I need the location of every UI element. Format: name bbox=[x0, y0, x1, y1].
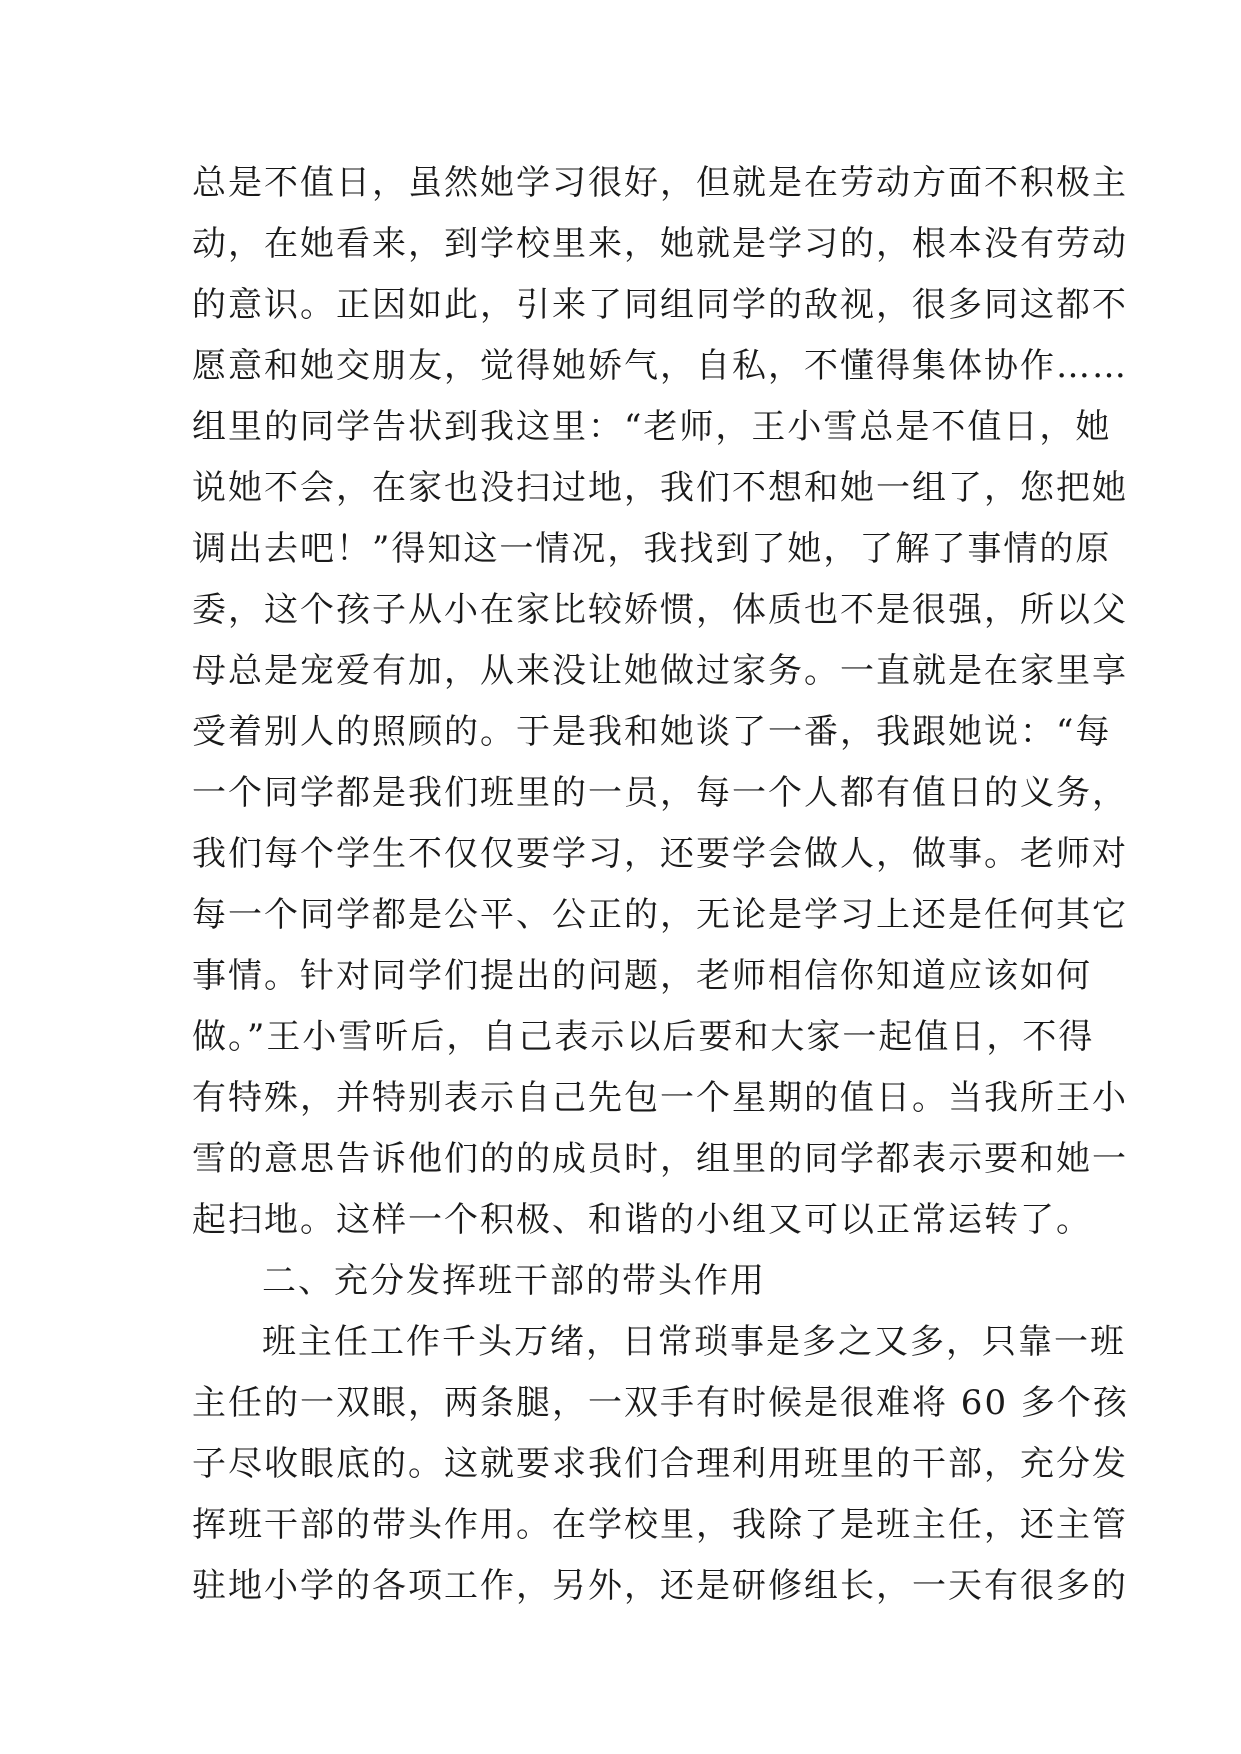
text-line: 我们每个学生不仅仅要学习，还要学会做人，做事。老师对 bbox=[192, 834, 1128, 874]
text-line: 有特殊，并特别表示自己先包一个星期的值日。当我所王小 bbox=[192, 1078, 1128, 1118]
text-line: 一个同学都是我们班里的一员，每一个人都有值日的义务， bbox=[192, 773, 1128, 813]
text-line: 班主任工作千头万绪，日常琐事是多之又多，只靠一班 bbox=[262, 1322, 1126, 1362]
text-line: 说她不会，在家也没扫过地，我们不想和她一组了，您把她 bbox=[192, 468, 1128, 508]
text-line: 每一个同学都是公平、公正的，无论是学习上还是任何其它 bbox=[192, 895, 1128, 935]
text-line: 受着别人的照顾的。于是我和她谈了一番，我跟她说：“每 bbox=[192, 712, 1112, 752]
text-line: 愿意和她交朋友，觉得她娇气，自私，不懂得集体协作…… bbox=[192, 346, 1128, 386]
text-line: 调出去吧！”得知这一情况，我找到了她，了解了事情的原 bbox=[192, 529, 1112, 569]
text-line: 动，在她看来，到学校里来，她就是学习的，根本没有劳动 bbox=[192, 224, 1128, 264]
text-line: 委，这个孩子从小在家比较娇惯，体质也不是很强，所以父 bbox=[192, 590, 1128, 630]
text-line: 主任的一双眼，两条腿，一双手有时候是很难将 60 多个孩 bbox=[192, 1383, 1129, 1423]
text-line: 事情。针对同学们提出的问题，老师相信你知道应该如何 bbox=[192, 956, 1092, 996]
section-heading: 二、充分发挥班干部的带头作用 bbox=[262, 1261, 766, 1301]
text-line: 起扫地。这样一个积极、和谐的小组又可以正常运转了。 bbox=[192, 1200, 1092, 1240]
text-line: 的意识。正因如此，引来了同组同学的敌视，很多同这都不 bbox=[192, 285, 1128, 325]
text-line: 雪的意思告诉他们的的成员时，组里的同学都表示要和她一 bbox=[192, 1139, 1128, 1179]
text-line: 挥班干部的带头作用。在学校里，我除了是班主任，还主管 bbox=[192, 1505, 1128, 1545]
text-line: 总是不值日，虽然她学习很好，但就是在劳动方面不积极主 bbox=[192, 163, 1128, 203]
text-line: 组里的同学告状到我这里：“老师，王小雪总是不值日，她 bbox=[192, 407, 1112, 447]
text-line: 子尽收眼底的。这就要求我们合理利用班里的干部，充分发 bbox=[192, 1444, 1128, 1484]
body-text bbox=[192, 153, 1129, 1617]
text-line: 母总是宠爱有加，从来没让她做过家务。一直就是在家里享 bbox=[192, 651, 1128, 691]
text-line: 驻地小学的各项工作，另外，还是研修组长，一天有很多的 bbox=[192, 1566, 1128, 1606]
text-line: 做。”王小雪听后，自己表示以后要和大家一起值日，不得 bbox=[192, 1017, 1095, 1057]
